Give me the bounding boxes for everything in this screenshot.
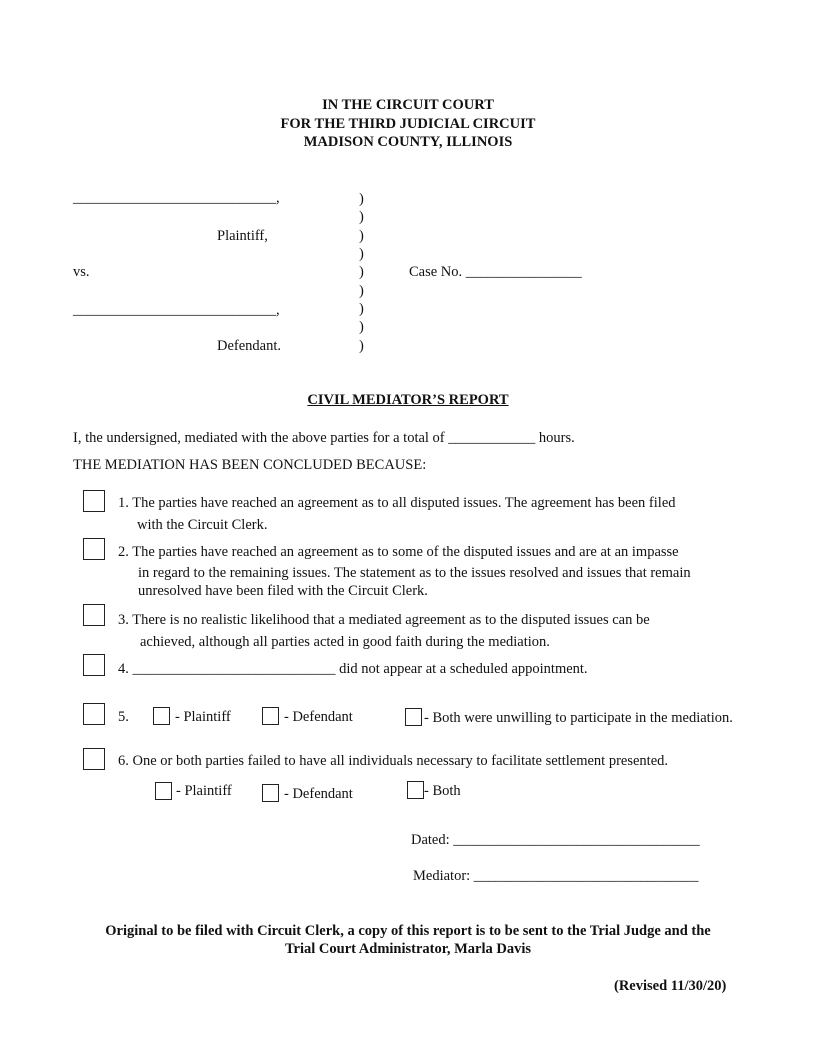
conclusion-heading: THE MEDIATION HAS BEEN CONCLUDED BECAUSE: <box>73 457 427 473</box>
item-4-text: 4. ____________________________ did not appear at a scheduled appointment. <box>118 661 588 677</box>
caption-paren: ) <box>359 319 364 335</box>
item-6-text: 6. One or both parties failed to have all individuals necessary to facilitate settlement presented. <box>118 753 669 769</box>
item-6-both-label: - Both <box>424 783 461 799</box>
court-name: IN THE CIRCUIT COURT <box>322 97 494 113</box>
item-6-defendant-label: - Defendant <box>284 786 353 802</box>
caption-paren: ) <box>359 228 364 244</box>
item-5-number: 5. <box>118 709 129 725</box>
revision-date: (Revised 11/30/20) <box>614 978 727 994</box>
plaintiff-label: Plaintiff, <box>217 228 268 244</box>
case-number-field[interactable]: Case No. ________________ <box>409 264 582 280</box>
filing-instructions-cont: Trial Court Administrator, Marla Davis <box>284 941 532 957</box>
item-3-text: 3. There is no realistic likelihood that a mediated agreement as to the disputed issues can be <box>118 612 650 628</box>
judicial-circuit: FOR THE THIRD JUDICIAL CIRCUIT <box>280 116 536 132</box>
item-2-text-cont2: unresolved have been filed with the Circuit Clerk. <box>138 583 428 599</box>
caption-paren: ) <box>359 191 364 207</box>
item-5-plaintiff-checkbox[interactable] <box>153 707 170 725</box>
dated-field[interactable]: Dated: __________________________________ <box>411 832 700 848</box>
caption-paren: ) <box>359 264 364 280</box>
plaintiff-name-field[interactable]: ____________________________, <box>73 190 280 206</box>
item-6-plaintiff-label: - Plaintiff <box>176 783 232 799</box>
defendant-label: Defendant. <box>217 338 282 354</box>
county: MADISON COUNTY, ILLINOIS <box>303 134 513 150</box>
filing-instructions: Original to be filed with Circuit Clerk, a copy of this report is to be sent to the Trial Judge and the <box>105 923 711 939</box>
item-2-text: 2. The parties have reached an agreement as to some of the disputed issues and are at an impasse <box>118 544 679 560</box>
report-title: CIVIL MEDIATOR’S REPORT <box>307 392 509 408</box>
item-3-text-cont: achieved, although all parties acted in good faith during the mediation. <box>140 634 550 650</box>
caption-paren: ) <box>359 209 364 225</box>
item-5-defendant-label: - Defendant <box>284 709 353 725</box>
defendant-name-field[interactable]: ____________________________, <box>73 302 280 318</box>
item-1-text-cont: with the Circuit Clerk. <box>137 517 268 533</box>
item-2-checkbox[interactable] <box>83 538 105 560</box>
item-5-both-checkbox[interactable] <box>405 708 422 726</box>
item-3-checkbox[interactable] <box>83 604 105 626</box>
caption-paren: ) <box>359 246 364 262</box>
item-6-defendant-checkbox[interactable] <box>262 784 279 802</box>
hours-statement: I, the undersigned, mediated with the above parties for a total of ____________ hours. <box>73 430 575 446</box>
item-6-checkbox[interactable] <box>83 748 105 770</box>
versus-label: vs. <box>73 264 90 280</box>
caption-paren: ) <box>359 283 364 299</box>
item-5-checkbox[interactable] <box>83 703 105 725</box>
item-2-text-cont: in regard to the remaining issues. The statement as to the issues resolved and issues that remain <box>138 565 691 581</box>
item-5-both-label: - Both were unwilling to participate in the mediation. <box>424 710 733 726</box>
caption-paren: ) <box>359 301 364 317</box>
item-6-plaintiff-checkbox[interactable] <box>155 782 172 800</box>
item-4-checkbox[interactable] <box>83 654 105 676</box>
caption-paren: ) <box>359 338 364 354</box>
item-1-checkbox[interactable] <box>83 490 105 512</box>
item-6-both-checkbox[interactable] <box>407 781 424 799</box>
item-1-text: 1. The parties have reached an agreement as to all disputed issues. The agreement has been filed <box>118 495 676 511</box>
item-5-defendant-checkbox[interactable] <box>262 707 279 725</box>
mediator-signature-field[interactable]: Mediator: _______________________________ <box>413 868 699 884</box>
item-5-plaintiff-label: - Plaintiff <box>175 709 231 725</box>
